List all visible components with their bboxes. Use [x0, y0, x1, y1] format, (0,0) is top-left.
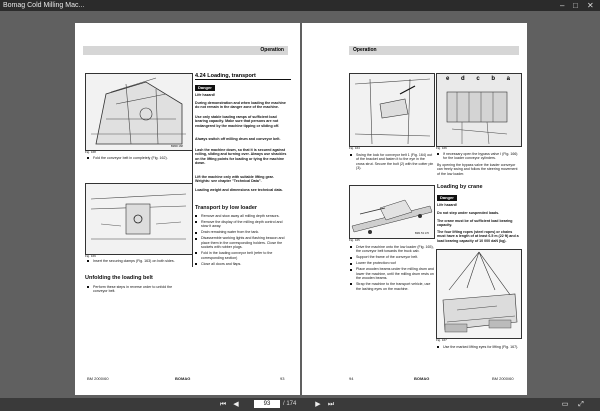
step-list — [350, 153, 434, 172]
footer-model: BM 2000/60 — [492, 376, 514, 381]
page-94 — [302, 23, 527, 395]
list-item: Remove and stow away all milling depth sensors. — [195, 214, 289, 218]
figure-label: Fig. 164 — [349, 146, 360, 150]
valve-illustration-icon — [437, 74, 521, 146]
list-item: Close all doors and flaps. — [195, 262, 289, 266]
footer-brand: BOMAG — [414, 376, 430, 381]
low-loader-steps — [350, 245, 434, 293]
warning-paragraph: Lash the machine down, so that it is secured against rolling, sliding and turning over. Always use shackles on the lifting points for loading or tying the machine down. — [195, 148, 287, 166]
warning-paragraph: The crane must be of sufficient load bearing capacity. — [437, 219, 513, 228]
list-item: Support the frame of the conveyor belt. — [350, 255, 434, 259]
warning-paragraph: The four lifting ropes (steel ropes) or chains must have a length of at least 6.5 m (22 ft) and a load bearing capacity of 10 000 daN (kg). — [437, 230, 519, 243]
transport-steps — [195, 214, 289, 268]
step-list — [437, 152, 519, 162]
subsection-title: Unfolding the loading belt — [85, 275, 153, 281]
figure-code: BM1 53 170 — [415, 232, 429, 235]
prev-page-icon[interactable]: ◀ — [233, 401, 239, 408]
warning-paragraph: During demonstration and when loading the machine do not remain in the danger zone of the machine. — [195, 101, 286, 110]
subsection-title: Loading by crane — [437, 184, 483, 190]
warning-paragraph: Do not step under suspended loads. — [437, 211, 500, 215]
figure-code: BM00 168 — [171, 145, 183, 148]
figure-168 — [85, 73, 193, 151]
list-item: Remove the display of the milling depth control and stow it away. — [195, 220, 289, 229]
figure-label: Fig. 168 — [85, 150, 96, 154]
fit-page-icon[interactable]: ▭ — [561, 401, 569, 408]
list-item: Fold the conveyor belt in completely (Fig. 162). — [87, 156, 187, 160]
list-item: Place wooden beams under the milling drum and lower the machine, until the milling drum rests on the wooden beams. — [350, 267, 434, 280]
figure-label: Fig. 167 — [436, 338, 447, 342]
info-paragraph: By opening the bypass valve the loader conveyor can freely swing and follow the steering movement of the low loader. — [437, 163, 518, 176]
figure-166 — [436, 73, 522, 147]
maximize-icon[interactable]: □ — [573, 1, 578, 10]
minimize-icon[interactable]: – — [560, 1, 565, 10]
page-header: Operation — [83, 46, 288, 55]
step-list — [437, 345, 519, 351]
page-number-input[interactable]: 93 — [254, 400, 280, 408]
list-item: Insert the securing clamps (Fig. 163) on both sides. — [87, 259, 187, 263]
subsection-title: Transport by low loader — [195, 205, 258, 211]
close-icon[interactable]: ✕ — [587, 1, 594, 10]
valve-letter: e — [446, 76, 450, 82]
clamp-illustration-icon — [86, 184, 192, 254]
step-list — [87, 156, 187, 162]
fullscreen-icon[interactable]: ⤢ — [578, 401, 584, 408]
footer-model: BM 2000/60 — [87, 376, 109, 381]
figure-label: Fig. 169 — [85, 254, 96, 258]
figure-164 — [349, 73, 435, 147]
danger-badge: Danger — [195, 85, 215, 91]
valve-letter: d — [461, 76, 465, 82]
list-item: Strap the machine to the transport vehicle, use the lashing eyes on the machine. — [350, 282, 434, 291]
low-loader-illustration-icon — [350, 186, 434, 238]
window-title: Bomag Cold Milling Mac... — [3, 2, 85, 9]
document-viewer[interactable] — [0, 11, 600, 398]
list-item: If necessary open the bypass valve I (Fig. 166) for the loader conveyor cylinders. — [437, 152, 519, 161]
hazard-text: Life hazard! — [195, 93, 216, 97]
column-divider — [192, 91, 193, 267]
warning-paragraph: Lift the machine only with suitable lifting gear. Weights: see chapter "Technical Data". — [195, 175, 274, 184]
hazard-text: Life hazard! — [437, 203, 458, 207]
figure-167 — [436, 249, 522, 339]
figure-label: Fig. 165 — [349, 238, 360, 242]
step-list — [87, 285, 187, 295]
list-item: Drain remaining water from the tank. — [195, 230, 289, 234]
crane-lifting-illustration-icon — [437, 250, 521, 338]
list-item: Use the marked lifting eyes for lifting (Fig. 167). — [437, 345, 519, 349]
step-list — [87, 259, 187, 265]
section-title: 4.24 Loading, transport — [195, 73, 291, 80]
figure-169 — [85, 183, 193, 255]
page-header: Operation — [349, 46, 519, 55]
warning-paragraph: Loading weight and dimensions see technical data. — [195, 188, 283, 192]
figure-label: Fig. 166 — [436, 146, 447, 150]
danger-badge: Danger — [437, 195, 457, 201]
valve-letter: a — [506, 76, 510, 82]
valve-letter: c — [476, 76, 480, 82]
page-count: / 174 — [283, 401, 297, 407]
next-page-icon[interactable]: ▶ — [315, 401, 321, 408]
lock-illustration-icon — [350, 74, 434, 146]
list-item: Disassemble working lights and flashing beacon and place them in the corresponding holders. Close the sockets with rubber plugs. — [195, 236, 289, 249]
warning-paragraph: Always switch off milling drum and conveyor belt. — [195, 137, 281, 141]
list-item: Swing the lock for conveyor belt 1 (Fig. 164) out of the bracket and fasten it to the eye in the cross strut. Secure the bolt (2) with the cotter pin (3). — [350, 153, 434, 171]
page-93 — [75, 23, 300, 395]
valve-letter: b — [491, 76, 495, 82]
valve-letter-labels — [446, 76, 510, 82]
warning-paragraph: Use only stable loading ramps of sufficient load bearing capacity. Make sure that persons are not endangered by the machine tipping or sliding off. — [195, 115, 280, 128]
footer-brand: BOMAG — [175, 376, 191, 381]
navigation-toolbar — [0, 398, 600, 411]
machine-illustration-icon — [86, 74, 192, 150]
list-item: Drive the machine onto the low loader (Fig. 165), the conveyor belt towards the truck cab. — [350, 245, 434, 254]
list-item: Perform these steps in reverse order to unfold the conveyor belt. — [87, 285, 187, 294]
first-page-icon[interactable]: ⏮ — [219, 401, 227, 408]
title-bar — [0, 0, 600, 11]
list-item: Lower the protection roof — [350, 261, 434, 265]
list-item: Fold in the loading conveyor belt (refer to the corresponding section) — [195, 251, 289, 260]
last-page-icon[interactable]: ⏭ — [327, 401, 335, 408]
footer-page-number: 93 — [280, 376, 285, 381]
figure-165 — [349, 185, 435, 239]
footer-page-number: 94 — [349, 376, 354, 381]
